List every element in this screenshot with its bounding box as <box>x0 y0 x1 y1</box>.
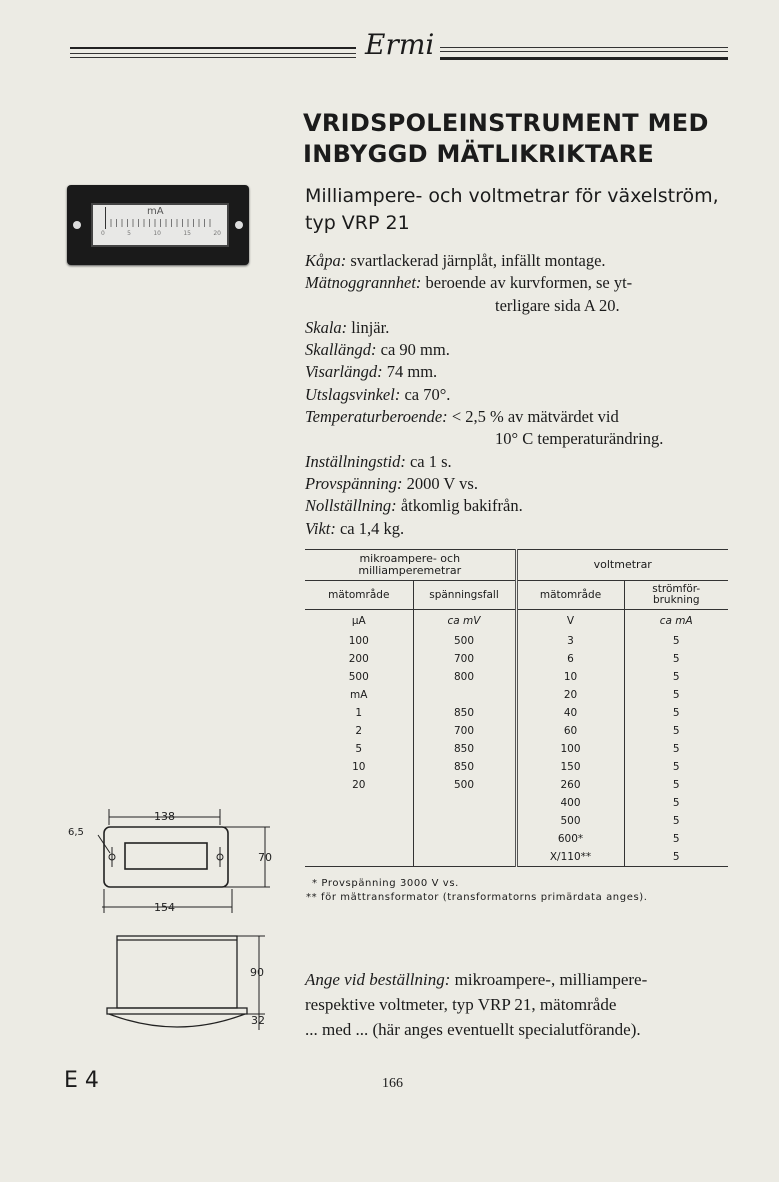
table-cell: 100 <box>516 740 624 758</box>
spec-skallangd: Skallängd: ca 90 mm. <box>305 340 450 360</box>
table-row <box>305 830 728 848</box>
table-row <box>305 704 728 722</box>
front-frame <box>104 827 228 887</box>
table-cell: 500 <box>348 671 369 683</box>
table-cell: 40 <box>516 704 624 722</box>
table-cell: 5 <box>355 743 363 755</box>
page-number: 166 <box>382 1076 403 1091</box>
header-rule-left-thin <box>70 53 356 54</box>
table-unit: ca mA <box>624 610 728 633</box>
housing-body <box>117 936 237 1008</box>
table-cell: 100 <box>348 635 369 647</box>
dim-front-width: 138 <box>154 810 175 823</box>
table-cell <box>413 686 516 704</box>
table-cell: 5 <box>624 740 728 758</box>
order-line-2: respektive voltmeter, typ VRP 21, mätområde <box>305 995 617 1014</box>
table-cell: 5 <box>624 812 728 830</box>
footnote-1: * Provspänning 3000 V vs. <box>312 878 459 889</box>
spec-visarlangd: Visarlängd: 74 mm. <box>305 362 438 382</box>
order-line-1: Ange vid beställning: mikroampere-, milliampere- <box>305 970 648 989</box>
table-col-header: spänningsfall <box>413 581 516 610</box>
table-unit-row <box>305 610 728 633</box>
table-cell <box>305 848 413 867</box>
subtitle-line-2: typ VRP 21 <box>305 212 410 234</box>
table-cell: 700 <box>413 650 516 668</box>
table-cell: 60 <box>516 722 624 740</box>
table-unit: V <box>516 610 624 633</box>
table-cell: 150 <box>516 758 624 776</box>
table-cell <box>305 794 413 812</box>
table-cell: mA <box>350 689 368 701</box>
header-rule-left-thin-2 <box>70 57 356 58</box>
table-cell: 6 <box>516 650 624 668</box>
spec-skala: Skala: linjär. <box>305 317 390 337</box>
title-line-2: INBYGGD MÄTLIKRIKTARE <box>303 140 655 168</box>
table-row <box>305 650 728 668</box>
meter-tick-label: 0 <box>101 230 105 237</box>
spec-vikt: Vikt: ca 1,4 kg. <box>305 518 405 538</box>
table-cell: 400 <box>516 794 624 812</box>
table-cell <box>305 812 413 830</box>
page-title <box>303 108 709 170</box>
table-cell <box>305 830 413 848</box>
spec-matnoggrannhet-cont: terligare sida A 20. <box>495 295 620 315</box>
table-cell: 700 <box>413 722 516 740</box>
meter-scale-labels <box>101 230 221 237</box>
table-cell: 1 <box>355 707 363 719</box>
meter-photo <box>67 185 249 265</box>
table-cell <box>413 830 516 848</box>
meter-window <box>91 203 229 247</box>
front-window <box>125 843 207 869</box>
footnote-2: ** för mättransformator (transformatorns primärdata anges). <box>306 892 648 903</box>
table-cell: 500 <box>516 812 624 830</box>
table-row <box>305 740 728 758</box>
spec-kapa: Kåpa: svartlackerad järnplåt, infällt montage. <box>305 251 606 270</box>
meter-unit-label: mA <box>147 206 164 217</box>
table-row <box>305 758 728 776</box>
table-cell: 200 <box>348 653 369 665</box>
brand-logo: Ermi <box>365 28 435 61</box>
table-cell: 5 <box>624 794 728 812</box>
table-cell: 10 <box>352 761 366 773</box>
table-row <box>305 632 728 650</box>
table-cell: 5 <box>624 848 728 867</box>
side-view-drawing <box>95 930 285 1035</box>
subtitle-line-1: Milliampere- och voltmetrar för växelström, <box>305 185 719 207</box>
spec-installningstid: Inställningstid: ca 1 s. <box>305 451 452 471</box>
meter-tick-label: 20 <box>213 230 221 237</box>
table-row <box>305 776 728 794</box>
table-cell: 850 <box>413 758 516 776</box>
table-cell: 500 <box>413 776 516 794</box>
table-cell: 2 <box>355 725 363 737</box>
header-rule-right <box>440 57 728 60</box>
table-group-header <box>305 550 728 581</box>
table-row <box>305 812 728 830</box>
table-unit: µA <box>351 615 366 627</box>
table-cell: 500 <box>413 632 516 650</box>
table-cell: 5 <box>624 776 728 794</box>
table-cell: 5 <box>624 686 728 704</box>
dim-flange: 32 <box>251 1014 265 1027</box>
meter-tick-label: 15 <box>183 230 191 237</box>
table-group-voltage: voltmetrar <box>516 550 728 581</box>
table-column-header <box>305 581 728 610</box>
table-unit: ca mV <box>413 610 516 633</box>
table-group-current: mikroampere- och milliamperemetrar <box>305 550 516 581</box>
table-cell: 20 <box>352 779 366 791</box>
dim-depth: 90 <box>250 966 264 979</box>
table-cell: 260 <box>516 776 624 794</box>
table-cell: 850 <box>413 740 516 758</box>
table-col-header: mätområde <box>516 581 624 610</box>
table-row <box>305 848 728 867</box>
table-row <box>305 794 728 812</box>
header-rule-left <box>70 47 356 49</box>
table-cell: 800 <box>413 668 516 686</box>
table-cell: 20 <box>516 686 624 704</box>
table-col-header: mätområde <box>305 581 413 610</box>
range-table <box>305 549 728 867</box>
front-flange <box>107 1008 247 1014</box>
meter-mount-hole-left <box>73 221 81 229</box>
table-cell: 5 <box>624 704 728 722</box>
dim-height: 70 <box>258 851 272 864</box>
spec-list <box>305 250 735 540</box>
title-line-1: VRIDSPOLEINSTRUMENT MED <box>303 109 709 137</box>
table-cell: 5 <box>624 668 728 686</box>
spec-utslagsvinkel: Utslagsvinkel: ca 70°. <box>305 384 451 404</box>
table-cell: 3 <box>516 632 624 650</box>
meter-tick-label: 10 <box>153 230 161 237</box>
table-cell: 10 <box>516 668 624 686</box>
table-cell <box>413 794 516 812</box>
meter-tick-label: 5 <box>127 230 131 237</box>
section-code: E 4 <box>64 1068 99 1093</box>
table-row <box>305 722 728 740</box>
front-dome <box>109 1014 245 1027</box>
order-info <box>305 967 735 1042</box>
table-cell: X/110** <box>516 848 624 867</box>
table-col-header: strömför- brukning <box>624 581 728 610</box>
table-cell: 5 <box>624 830 728 848</box>
table-row <box>305 686 728 704</box>
table-cell: 5 <box>624 650 728 668</box>
meter-scale <box>105 219 215 227</box>
spec-provspanning: Provspänning: 2000 V vs. <box>305 473 478 493</box>
page-subtitle <box>305 183 719 237</box>
table-cell: 5 <box>624 632 728 650</box>
dim-hole: 6,5 <box>68 827 84 838</box>
table-cell: 5 <box>624 758 728 776</box>
meter-mount-hole-right <box>235 221 243 229</box>
table-cell: 5 <box>624 722 728 740</box>
table-cell: 600* <box>516 830 624 848</box>
header-rule-right-thin <box>440 47 728 48</box>
spec-temperatur-cont: 10° C temperaturändring. <box>495 429 664 449</box>
table-cell <box>413 812 516 830</box>
table-body <box>305 632 728 867</box>
meter-needle <box>105 207 106 229</box>
spec-matnoggrannhet: Mätnoggrannhet: beroende av kurvformen, se yt- <box>305 273 633 293</box>
table-row <box>305 668 728 686</box>
spec-nollstallning: Nollställning: åtkomlig bakifrån. <box>305 496 523 516</box>
table-cell: 850 <box>413 704 516 722</box>
table-cell <box>413 848 516 867</box>
front-view-drawing <box>60 795 290 920</box>
header-rule-right-thin-2 <box>440 51 728 52</box>
dim-outer-width: 154 <box>154 901 175 914</box>
spec-temperatur: Temperaturberoende: < 2,5 % av mätvärdet vid <box>305 407 619 427</box>
order-line-3: ... med ... (här anges eventuellt specialutförande). <box>305 1020 641 1039</box>
